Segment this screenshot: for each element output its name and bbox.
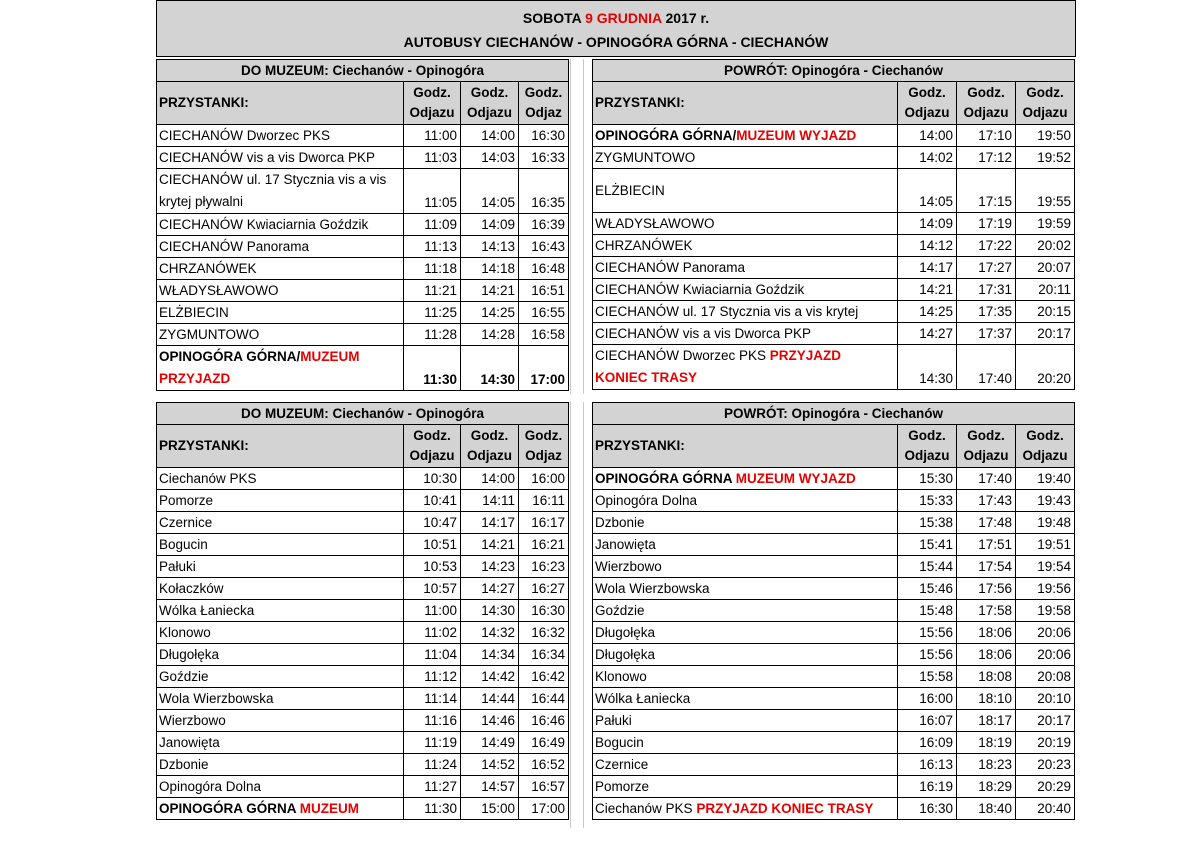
departure-time: 15:33 bbox=[898, 490, 957, 512]
column-header-time: Godz. Odjazu bbox=[461, 425, 519, 468]
stop-name: CHRZANÓWEK bbox=[157, 258, 404, 280]
departure-time: 17:40 bbox=[957, 468, 1016, 490]
departure-time: 14:34 bbox=[461, 644, 519, 666]
arrival-time: 17:00 bbox=[519, 798, 569, 820]
table-row bbox=[593, 644, 1075, 666]
departure-time: 16:49 bbox=[519, 732, 569, 754]
departure-time: 14:25 bbox=[461, 302, 519, 324]
departure-time: 11:16 bbox=[404, 710, 461, 732]
departure-time: 14:12 bbox=[898, 235, 957, 257]
departure-time: 15:38 bbox=[898, 512, 957, 534]
departure-time: 17:19 bbox=[957, 213, 1016, 235]
column-spacer bbox=[570, 59, 584, 394]
column-header-time: Godz. Odjaz bbox=[519, 425, 569, 468]
departure-time: 11:28 bbox=[404, 324, 461, 346]
stop-name: CIECHANÓW Kwiaciarnia Goździk bbox=[157, 214, 404, 236]
departure-time: 14:23 bbox=[461, 556, 519, 578]
stop-name: ELŻBIECIN bbox=[593, 169, 898, 213]
departure-time: 19:43 bbox=[1016, 490, 1075, 512]
departure-time: 15:48 bbox=[898, 600, 957, 622]
table-row bbox=[593, 213, 1075, 235]
arrival-time: 20:40 bbox=[1016, 798, 1075, 820]
stop-name: Długołęka bbox=[593, 622, 898, 644]
table-row bbox=[593, 490, 1075, 512]
departure-time: 20:08 bbox=[1016, 666, 1075, 688]
arrival-time: 17:40 bbox=[957, 345, 1016, 390]
departure-time: 14:11 bbox=[461, 490, 519, 512]
table-row bbox=[593, 279, 1075, 301]
departure-time: 17:51 bbox=[957, 534, 1016, 556]
departure-time: 16:51 bbox=[519, 280, 569, 302]
departure-time: 16:13 bbox=[898, 754, 957, 776]
stop-name: Opinogóra Dolna bbox=[157, 776, 404, 798]
stop-name: Goździe bbox=[593, 600, 898, 622]
departure-time: 17:58 bbox=[957, 600, 1016, 622]
departure-time: 11:00 bbox=[404, 600, 461, 622]
departure-time: 16:58 bbox=[519, 324, 569, 346]
stop-name: Klonowo bbox=[157, 622, 404, 644]
table-row bbox=[593, 468, 1075, 490]
departure-time: 11:12 bbox=[404, 666, 461, 688]
departure-time: 10:51 bbox=[404, 534, 461, 556]
departure-time: 16:17 bbox=[519, 512, 569, 534]
departure-time: 17:15 bbox=[957, 169, 1016, 213]
table-row bbox=[593, 798, 1075, 820]
departure-time: 16:44 bbox=[519, 688, 569, 710]
departure-time: 18:08 bbox=[957, 666, 1016, 688]
arrival-time: 18:40 bbox=[957, 798, 1016, 820]
departure-time: 10:53 bbox=[404, 556, 461, 578]
departure-time: 14:49 bbox=[461, 732, 519, 754]
departure-time: 11:13 bbox=[404, 236, 461, 258]
departure-time: 18:17 bbox=[957, 710, 1016, 732]
departure-time: 14:42 bbox=[461, 666, 519, 688]
departure-time: 14:05 bbox=[898, 169, 957, 213]
return-table-1 bbox=[592, 59, 1075, 390]
table-row bbox=[157, 688, 569, 710]
departure-time: 20:23 bbox=[1016, 754, 1075, 776]
column-header-time: Godz. Odjaz bbox=[519, 82, 569, 125]
stop-name: Janowięta bbox=[157, 732, 404, 754]
departure-time: 14:00 bbox=[461, 125, 519, 147]
stop-name: Czernice bbox=[157, 512, 404, 534]
table-row bbox=[593, 301, 1075, 323]
stop-name: CIECHANÓW ul. 17 Stycznia vis a vis krytej pływalni bbox=[157, 169, 404, 214]
departure-time: 20:06 bbox=[1016, 644, 1075, 666]
stop-name: OPINOGÓRA GÓRNA/MUZEUM WYJAZD bbox=[593, 125, 898, 147]
departure-time: 14:27 bbox=[898, 323, 957, 345]
stop-name: Ciechanów PKS bbox=[157, 468, 404, 490]
departure-time: 11:24 bbox=[404, 754, 461, 776]
title-route: AUTOBUSY CIECHANÓW - OPINOGÓRA GÓRNA - CIECHANÓW bbox=[403, 34, 829, 50]
departure-time: 14:27 bbox=[461, 578, 519, 600]
stop-name: CIECHANÓW Kwiaciarnia Goździk bbox=[593, 279, 898, 301]
departure-time: 11:14 bbox=[404, 688, 461, 710]
column-header-time: Godz. Odjazu bbox=[957, 82, 1016, 125]
table-row bbox=[157, 578, 569, 600]
departure-time: 20:06 bbox=[1016, 622, 1075, 644]
stop-name: CIECHANÓW vis a vis Dworca PKP bbox=[157, 147, 404, 169]
stop-name: Goździe bbox=[157, 666, 404, 688]
departure-time: 18:19 bbox=[957, 732, 1016, 754]
stop-name: Bogucin bbox=[593, 732, 898, 754]
departure-time: 14:18 bbox=[461, 258, 519, 280]
departure-time: 16:30 bbox=[519, 600, 569, 622]
table-row bbox=[157, 214, 569, 236]
table-row bbox=[157, 346, 569, 391]
stop-name: Pomorze bbox=[593, 776, 898, 798]
outbound-table-2 bbox=[156, 402, 569, 820]
title-date: 9 GRUDNIA bbox=[585, 10, 662, 26]
departure-time: 16:55 bbox=[519, 302, 569, 324]
table-row bbox=[593, 345, 1075, 390]
departure-time: 15:56 bbox=[898, 622, 957, 644]
departure-time: 15:56 bbox=[898, 644, 957, 666]
departure-time: 15:30 bbox=[898, 468, 957, 490]
stop-name: CIECHANÓW ul. 17 Stycznia vis a vis krytej bbox=[593, 301, 898, 323]
departure-time: 16:23 bbox=[519, 556, 569, 578]
departure-time: 20:02 bbox=[1016, 235, 1075, 257]
table-row bbox=[593, 710, 1075, 732]
stop-name: Kołaczków bbox=[157, 578, 404, 600]
departure-time: 18:06 bbox=[957, 622, 1016, 644]
departure-time: 19:48 bbox=[1016, 512, 1075, 534]
arrival-time: 16:30 bbox=[898, 798, 957, 820]
stop-name: CHRZANÓWEK bbox=[593, 235, 898, 257]
departure-time: 16:21 bbox=[519, 534, 569, 556]
departure-time: 20:17 bbox=[1016, 323, 1075, 345]
stop-name: Pałuki bbox=[593, 710, 898, 732]
table-row bbox=[157, 644, 569, 666]
departure-time: 16:19 bbox=[898, 776, 957, 798]
departure-time: 16:00 bbox=[519, 468, 569, 490]
departure-time: 20:07 bbox=[1016, 257, 1075, 279]
column-header-time: Godz. Odjazu bbox=[404, 425, 461, 468]
stop-name: Dzbonie bbox=[157, 754, 404, 776]
stop-name: Wola Wierzbowska bbox=[593, 578, 898, 600]
stop-name: ELŻBIECIN bbox=[157, 302, 404, 324]
stop-name: WŁADYSŁAWOWO bbox=[157, 280, 404, 302]
arrival-time: 11:30 bbox=[404, 346, 461, 391]
departure-time: 19:52 bbox=[1016, 147, 1075, 169]
departure-time: 11:21 bbox=[404, 280, 461, 302]
stop-name: Wola Wierzbowska bbox=[157, 688, 404, 710]
table-row bbox=[157, 732, 569, 754]
departure-time: 16:39 bbox=[519, 214, 569, 236]
timetable-sheet bbox=[156, 0, 1076, 832]
stop-name: Klonowo bbox=[593, 666, 898, 688]
departure-time: 16:35 bbox=[519, 169, 569, 214]
section-header: DO MUZEUM: Ciechanów - Opinogóra bbox=[157, 403, 569, 425]
departure-time: 14:21 bbox=[461, 534, 519, 556]
stop-name: Długołęka bbox=[593, 644, 898, 666]
table-row bbox=[593, 600, 1075, 622]
stop-name: ZYGMUNTOWO bbox=[593, 147, 898, 169]
table-row bbox=[157, 125, 569, 147]
stop-name: WŁADYSŁAWOWO bbox=[593, 213, 898, 235]
departure-time: 14:21 bbox=[461, 280, 519, 302]
table-row bbox=[593, 754, 1075, 776]
stop-name: OPINOGÓRA GÓRNA MUZEUM bbox=[157, 798, 404, 820]
departure-time: 16:43 bbox=[519, 236, 569, 258]
departure-time: 20:17 bbox=[1016, 710, 1075, 732]
table-row bbox=[157, 754, 569, 776]
departure-time: 16:57 bbox=[519, 776, 569, 798]
departure-time: 19:58 bbox=[1016, 600, 1075, 622]
column-header-time: Godz. Odjazu bbox=[898, 425, 957, 468]
stop-name: Janowięta bbox=[593, 534, 898, 556]
column-spacer bbox=[570, 402, 584, 828]
departure-time: 11:19 bbox=[404, 732, 461, 754]
departure-time: 10:47 bbox=[404, 512, 461, 534]
column-header-stops: PRZYSTANKI: bbox=[593, 425, 898, 468]
stop-name: Dzbonie bbox=[593, 512, 898, 534]
departure-time: 16:33 bbox=[519, 147, 569, 169]
departure-time: 14:17 bbox=[461, 512, 519, 534]
departure-time: 14:25 bbox=[898, 301, 957, 323]
departure-time: 17:35 bbox=[957, 301, 1016, 323]
column-header-time: Godz. Odjazu bbox=[898, 82, 957, 125]
departure-time: 17:10 bbox=[957, 125, 1016, 147]
departure-time: 11:09 bbox=[404, 214, 461, 236]
departure-time: 14:52 bbox=[461, 754, 519, 776]
title-banner bbox=[156, 0, 1076, 57]
departure-time: 20:29 bbox=[1016, 776, 1075, 798]
table-row bbox=[157, 556, 569, 578]
table-row bbox=[593, 578, 1075, 600]
departure-time: 16:11 bbox=[519, 490, 569, 512]
departure-time: 19:40 bbox=[1016, 468, 1075, 490]
departure-time: 16:34 bbox=[519, 644, 569, 666]
departure-time: 14:05 bbox=[461, 169, 519, 214]
departure-time: 14:57 bbox=[461, 776, 519, 798]
departure-time: 14:00 bbox=[461, 468, 519, 490]
stop-name: Wólka Łaniecka bbox=[593, 688, 898, 710]
column-header-stops: PRZYSTANKI: bbox=[593, 82, 898, 125]
departure-time: 10:41 bbox=[404, 490, 461, 512]
table-row bbox=[157, 534, 569, 556]
departure-time: 16:09 bbox=[898, 732, 957, 754]
table-row bbox=[593, 534, 1075, 556]
stop-name: CIECHANÓW Panorama bbox=[593, 257, 898, 279]
departure-time: 17:54 bbox=[957, 556, 1016, 578]
table-row bbox=[593, 125, 1075, 147]
section-header: POWRÓT: Opinogóra - Ciechanów bbox=[593, 403, 1075, 425]
departure-time: 14:00 bbox=[898, 125, 957, 147]
departure-time: 11:03 bbox=[404, 147, 461, 169]
departure-time: 19:55 bbox=[1016, 169, 1075, 213]
departure-time: 15:41 bbox=[898, 534, 957, 556]
stop-name: CIECHANÓW Dworzec PKS PRZYJAZD KONIEC TRASY bbox=[593, 345, 898, 390]
arrival-time: 15:00 bbox=[461, 798, 519, 820]
departure-time: 17:43 bbox=[957, 490, 1016, 512]
departure-time: 16:00 bbox=[898, 688, 957, 710]
table-row bbox=[157, 236, 569, 258]
departure-time: 16:42 bbox=[519, 666, 569, 688]
departure-time: 11:02 bbox=[404, 622, 461, 644]
table-row bbox=[593, 732, 1075, 754]
departure-time: 16:27 bbox=[519, 578, 569, 600]
departure-time: 14:28 bbox=[461, 324, 519, 346]
table-row bbox=[157, 280, 569, 302]
column-header-time: Godz. Odjazu bbox=[461, 82, 519, 125]
departure-time: 14:13 bbox=[461, 236, 519, 258]
stop-name: Czernice bbox=[593, 754, 898, 776]
arrival-time: 14:30 bbox=[461, 346, 519, 391]
table-row bbox=[593, 323, 1075, 345]
table-row bbox=[157, 302, 569, 324]
section-header: POWRÓT: Opinogóra - Ciechanów bbox=[593, 60, 1075, 82]
departure-time: 20:10 bbox=[1016, 688, 1075, 710]
table-row bbox=[157, 258, 569, 280]
table-row bbox=[593, 257, 1075, 279]
column-header-time: Godz. Odjazu bbox=[404, 82, 461, 125]
table-row bbox=[593, 147, 1075, 169]
departure-time: 16:52 bbox=[519, 754, 569, 776]
table-row bbox=[593, 622, 1075, 644]
table-row bbox=[157, 600, 569, 622]
table-row bbox=[593, 666, 1075, 688]
departure-time: 18:23 bbox=[957, 754, 1016, 776]
section-header: DO MUZEUM: Ciechanów - Opinogóra bbox=[157, 60, 569, 82]
arrival-time: 14:30 bbox=[898, 345, 957, 390]
table-row bbox=[157, 710, 569, 732]
departure-time: 19:51 bbox=[1016, 534, 1075, 556]
departure-time: 19:50 bbox=[1016, 125, 1075, 147]
table-row bbox=[157, 468, 569, 490]
table-row bbox=[157, 169, 569, 214]
departure-time: 11:25 bbox=[404, 302, 461, 324]
departure-time: 17:31 bbox=[957, 279, 1016, 301]
table-row bbox=[157, 490, 569, 512]
departure-time: 16:07 bbox=[898, 710, 957, 732]
return-table-2 bbox=[592, 402, 1075, 820]
column-header-time: Godz. Odjazu bbox=[1016, 425, 1075, 468]
departure-time: 17:56 bbox=[957, 578, 1016, 600]
departure-time: 17:22 bbox=[957, 235, 1016, 257]
departure-time: 11:18 bbox=[404, 258, 461, 280]
table-row bbox=[157, 324, 569, 346]
departure-time: 14:17 bbox=[898, 257, 957, 279]
stop-name: ZYGMUNTOWO bbox=[157, 324, 404, 346]
departure-time: 16:30 bbox=[519, 125, 569, 147]
departure-time: 17:37 bbox=[957, 323, 1016, 345]
table-row bbox=[593, 776, 1075, 798]
departure-time: 14:03 bbox=[461, 147, 519, 169]
departure-time: 16:46 bbox=[519, 710, 569, 732]
stop-name: OPINOGÓRA GÓRNA MUZEUM WYJAZD bbox=[593, 468, 898, 490]
departure-time: 20:11 bbox=[1016, 279, 1075, 301]
table-row bbox=[157, 512, 569, 534]
stop-name: OPINOGÓRA GÓRNA/MUZEUM PRZYJAZD bbox=[157, 346, 404, 391]
departure-time: 14:46 bbox=[461, 710, 519, 732]
column-header-stops: PRZYSTANKI: bbox=[157, 425, 404, 468]
departure-time: 20:15 bbox=[1016, 301, 1075, 323]
stop-name: Długołęka bbox=[157, 644, 404, 666]
table-row bbox=[593, 556, 1075, 578]
departure-time: 18:29 bbox=[957, 776, 1016, 798]
departure-time: 15:44 bbox=[898, 556, 957, 578]
stop-name: Pałuki bbox=[157, 556, 404, 578]
departure-time: 11:04 bbox=[404, 644, 461, 666]
departure-time: 20:19 bbox=[1016, 732, 1075, 754]
departure-time: 19:59 bbox=[1016, 213, 1075, 235]
departure-time: 17:12 bbox=[957, 147, 1016, 169]
table-row bbox=[157, 776, 569, 798]
table-row bbox=[593, 235, 1075, 257]
table-row bbox=[157, 666, 569, 688]
departure-time: 10:30 bbox=[404, 468, 461, 490]
departure-time: 14:21 bbox=[898, 279, 957, 301]
stop-name: Opinogóra Dolna bbox=[593, 490, 898, 512]
column-header-time: Godz. Odjazu bbox=[957, 425, 1016, 468]
table-row bbox=[593, 512, 1075, 534]
stop-name: CIECHANÓW Panorama bbox=[157, 236, 404, 258]
departure-time: 15:58 bbox=[898, 666, 957, 688]
departure-time: 14:32 bbox=[461, 622, 519, 644]
departure-time: 18:10 bbox=[957, 688, 1016, 710]
departure-time: 17:27 bbox=[957, 257, 1016, 279]
departure-time: 14:02 bbox=[898, 147, 957, 169]
table-row bbox=[157, 622, 569, 644]
departure-time: 14:44 bbox=[461, 688, 519, 710]
stop-name: Wólka Łaniecka bbox=[157, 600, 404, 622]
outbound-table-1 bbox=[156, 59, 569, 391]
arrival-time: 20:20 bbox=[1016, 345, 1075, 390]
column-header-time: Godz. Odjazu bbox=[1016, 82, 1075, 125]
departure-time: 19:54 bbox=[1016, 556, 1075, 578]
departure-time: 10:57 bbox=[404, 578, 461, 600]
departure-time: 16:32 bbox=[519, 622, 569, 644]
table-row bbox=[593, 688, 1075, 710]
departure-time: 17:48 bbox=[957, 512, 1016, 534]
stop-name: Ciechanów PKS PRZYJAZD KONIEC TRASY bbox=[593, 798, 898, 820]
departure-time: 14:30 bbox=[461, 600, 519, 622]
stop-name: Wierzbowo bbox=[593, 556, 898, 578]
departure-time: 11:27 bbox=[404, 776, 461, 798]
table-row bbox=[157, 798, 569, 820]
departure-time: 14:09 bbox=[898, 213, 957, 235]
departure-time: 11:00 bbox=[404, 125, 461, 147]
departure-time: 18:06 bbox=[957, 644, 1016, 666]
departure-time: 11:05 bbox=[404, 169, 461, 214]
departure-time: 16:48 bbox=[519, 258, 569, 280]
stop-name: Bogucin bbox=[157, 534, 404, 556]
stop-name: Pomorze bbox=[157, 490, 404, 512]
stop-name: Wierzbowo bbox=[157, 710, 404, 732]
arrival-time: 11:30 bbox=[404, 798, 461, 820]
table-row bbox=[157, 147, 569, 169]
departure-time: 19:56 bbox=[1016, 578, 1075, 600]
arrival-time: 17:00 bbox=[519, 346, 569, 391]
title-date-line: SOBOTA 9 GRUDNIA 2017 r. bbox=[522, 10, 710, 26]
table-row bbox=[593, 169, 1075, 213]
departure-time: 15:46 bbox=[898, 578, 957, 600]
stop-name: CIECHANÓW Dworzec PKS bbox=[157, 125, 404, 147]
column-header-stops: PRZYSTANKI: bbox=[157, 82, 404, 125]
departure-time: 14:09 bbox=[461, 214, 519, 236]
stop-name: CIECHANÓW vis a vis Dworca PKP bbox=[593, 323, 898, 345]
